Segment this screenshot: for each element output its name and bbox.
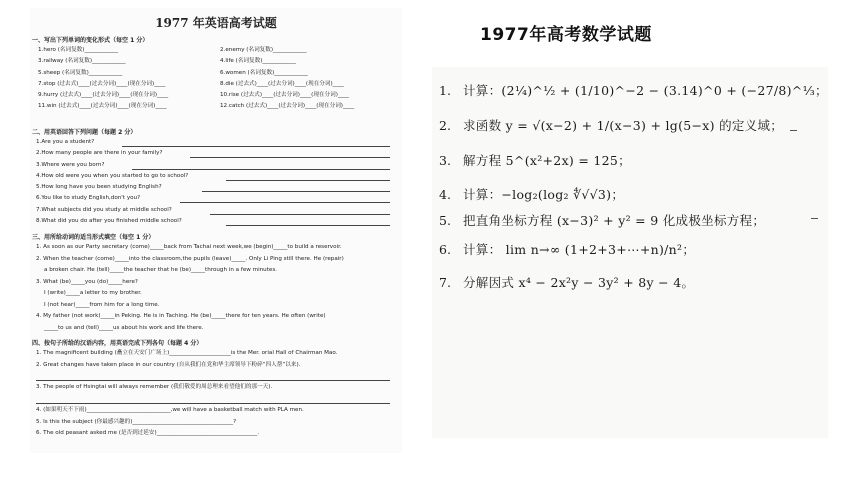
- problem-text: 求函数 y = √(x−2) + 1/(x−3) + lg(5−x) 的定义域；: [463, 118, 784, 133]
- math-problem: [439, 151, 631, 169]
- fill-line: [30, 302, 402, 314]
- problem-number: 6.: [439, 242, 451, 257]
- translate-text: 3. The people of Hsingtai will always remember (我们敬爱的周总理来看望他们的那一天).: [36, 384, 273, 391]
- question-line: [30, 195, 402, 206]
- math-problem: [439, 116, 783, 134]
- section-3: [30, 235, 402, 336]
- word-item: 8.die (过去式)____(过去分词)____(现在分词)____: [220, 80, 344, 87]
- section-1: [30, 38, 402, 115]
- scan-mark: [811, 218, 818, 219]
- word-item: 7.stop (过去式)____(过去分词)____(现在分词)____: [38, 80, 166, 87]
- word-item: 4.life (名词复数)____________: [220, 58, 296, 65]
- fill-text: I (not hear)_____from him for a long time.: [44, 301, 160, 308]
- form-row: [30, 81, 402, 92]
- fill-line: [30, 256, 402, 268]
- form-row: [30, 58, 402, 69]
- fill-text: I (write)_____a letter to my brother.: [44, 290, 142, 296]
- section-2-heading: 二、用英语回答下列问题（每题 2 分）: [32, 129, 137, 136]
- word-item: 2.enemy (名词复数)____________: [220, 47, 307, 53]
- math-problem: [439, 185, 624, 203]
- english-exam-page: [30, 8, 402, 453]
- word-item: 5.sheep (名词复数)____________: [38, 69, 123, 76]
- problem-text: 计算：(2¼)^½ + (1/10)^−2 − (3.14)^0 + (−27/8)^⅓；: [463, 83, 828, 98]
- answer-line: [180, 202, 390, 203]
- math-problem: [439, 81, 828, 99]
- scan-mark: [790, 130, 797, 131]
- question-line: [30, 207, 402, 218]
- question-text: 3.Where were you born?: [36, 161, 105, 168]
- section-3-heading: 三、用所给动词的适当形式填空（每空 1 分）: [32, 234, 155, 241]
- answer-line: [202, 191, 390, 192]
- translate-line: [30, 407, 402, 419]
- problem-text: 计算： lim n→∞ (1+2+3+⋯+n)/n²；: [463, 242, 696, 257]
- section-1-heading: 一、写出下列单词的变化形式（每空 1 分）: [32, 37, 149, 44]
- question-line: [30, 173, 402, 184]
- problem-number: 3.: [439, 153, 451, 168]
- question-text: 6.You like to study English,don't you?: [36, 195, 141, 202]
- fill-line: [30, 267, 402, 279]
- math-exam-page: [432, 67, 828, 438]
- fill-line: [30, 313, 402, 325]
- fill-text: 3. What (be)_____you (do)_____here?: [36, 278, 138, 285]
- translate-text: 5. Is this the subject (你最感兴趣的)____________________________________?: [36, 418, 237, 425]
- question-text: 7.What subjects did you study at middle school?: [36, 206, 172, 213]
- form-row: [30, 47, 402, 58]
- question-text: 1.Are you a student?: [36, 139, 95, 145]
- section-4: [30, 341, 402, 442]
- fill-line: [30, 290, 402, 302]
- question-line: [30, 218, 402, 229]
- problem-text: 解方程 5^(x²+2x) = 125；: [463, 153, 631, 168]
- problem-text: 把直角坐标方程 (x−3)² + y² = 9 化成极坐标方程；: [463, 213, 766, 228]
- question-text: 2.How many people are there in your family?: [36, 150, 163, 157]
- math-exam-title: 1977年高考数学试题: [480, 25, 652, 45]
- problem-text: 分解因式 x⁴ − 2x²y − 3y² + 8y − 4。: [463, 275, 695, 290]
- math-problem: [439, 211, 765, 229]
- answer-line: [36, 380, 390, 381]
- question-line: [30, 184, 402, 195]
- translate-line: [30, 384, 402, 396]
- fill-line: [30, 279, 402, 291]
- question-text: 4.How old were you when you started to go to school?: [36, 172, 189, 179]
- answer-line: [132, 169, 390, 170]
- word-item: 3.railway (名词复数)____________: [38, 58, 126, 65]
- math-problem: [439, 240, 695, 258]
- answer-line: [36, 403, 390, 404]
- translate-line: [30, 362, 402, 374]
- answer-line: [226, 225, 390, 226]
- translate-text: 4. (如果明天不下雨)______________________________,we will have a basketball match with PLA men.: [36, 407, 304, 414]
- form-row: [30, 70, 402, 81]
- answer-line: [226, 180, 390, 181]
- translate-text: 6. The old peasant asked me (是否到过延安)____________________________________.: [36, 430, 260, 437]
- translate-line: [30, 430, 402, 442]
- word-item: 11.win (过去式)____(过去分词)____(现在分词)____: [38, 103, 167, 110]
- question-text: 5.How long have you been studying English?: [36, 184, 162, 191]
- fill-text: 1. As soon as our Party secretary (come)_____back from Tachai next week,we (begin)_____to build a reservoir.: [36, 244, 342, 250]
- answer-line: [210, 214, 390, 215]
- answer-line: [122, 146, 390, 147]
- fill-text: 2. When the teacher (come)_____into the classroom,the pupils (leave)_____. Only Li Ping still there. He (repair): [36, 255, 344, 262]
- fill-text: 4. My father (not work)_____in Peking. He is in Taching. He (be)_____there for ten years. He often (write): [36, 313, 326, 319]
- math-problem: [439, 273, 694, 291]
- word-item: 1.hero (名词复数)____________: [38, 47, 119, 53]
- question-line: [30, 139, 402, 150]
- translate-text: 2. Great changes have taken place in our country (自从我们在党和华主席领导下粉碎“四人帮”以来).: [36, 361, 301, 368]
- answer-blank-line: [30, 396, 402, 407]
- problem-number: 7.: [439, 275, 451, 290]
- word-item: 10.rise (过去式)____(过去分词)____(现在分词)____: [220, 92, 350, 99]
- problem-number: 4.: [439, 187, 451, 202]
- english-exam-title: 1977 年英语高考试题: [155, 16, 277, 30]
- problem-number: 1.: [439, 83, 451, 98]
- fill-text: _____to us and (tell)_____us about his work and life there.: [44, 324, 204, 331]
- translate-line: [30, 419, 402, 431]
- section-2: [30, 130, 402, 229]
- question-line: [30, 162, 402, 173]
- translate-text: 1. The magnificent building (矗立在天安门广场上)______________________is the Mer. orial Hall of Chairman Mao.: [36, 350, 338, 356]
- word-item: 9.hurry (过去式)____(过去分词)____(现在分词)____: [38, 92, 169, 99]
- translate-line: [30, 350, 402, 362]
- form-row: [30, 92, 402, 103]
- problem-number: 5.: [439, 213, 451, 228]
- answer-blank-line: [30, 373, 402, 384]
- word-item: 12.catch (过去式)____(过去分词)____(现在分词)____: [220, 103, 355, 110]
- fill-text: a broken chair. He (tell)_____the teacher that he (be)_____through in a few minutes.: [44, 267, 278, 273]
- question-text: 8.What did you do after you finished middle school?: [36, 218, 182, 225]
- problem-number: 2.: [439, 118, 451, 133]
- section-4-heading: 四、按句子所给的汉语内容，用英语完成下列各句（每题 4 分）: [32, 340, 203, 347]
- answer-line: [190, 157, 390, 158]
- fill-line: [30, 325, 402, 337]
- word-item: 6.women (名词复数)____________: [220, 69, 308, 76]
- form-row: [30, 103, 402, 114]
- fill-line: [30, 244, 402, 256]
- question-line: [30, 150, 402, 161]
- problem-text: 计算：−log₂(log₂ ∜√√3)；: [463, 187, 625, 202]
